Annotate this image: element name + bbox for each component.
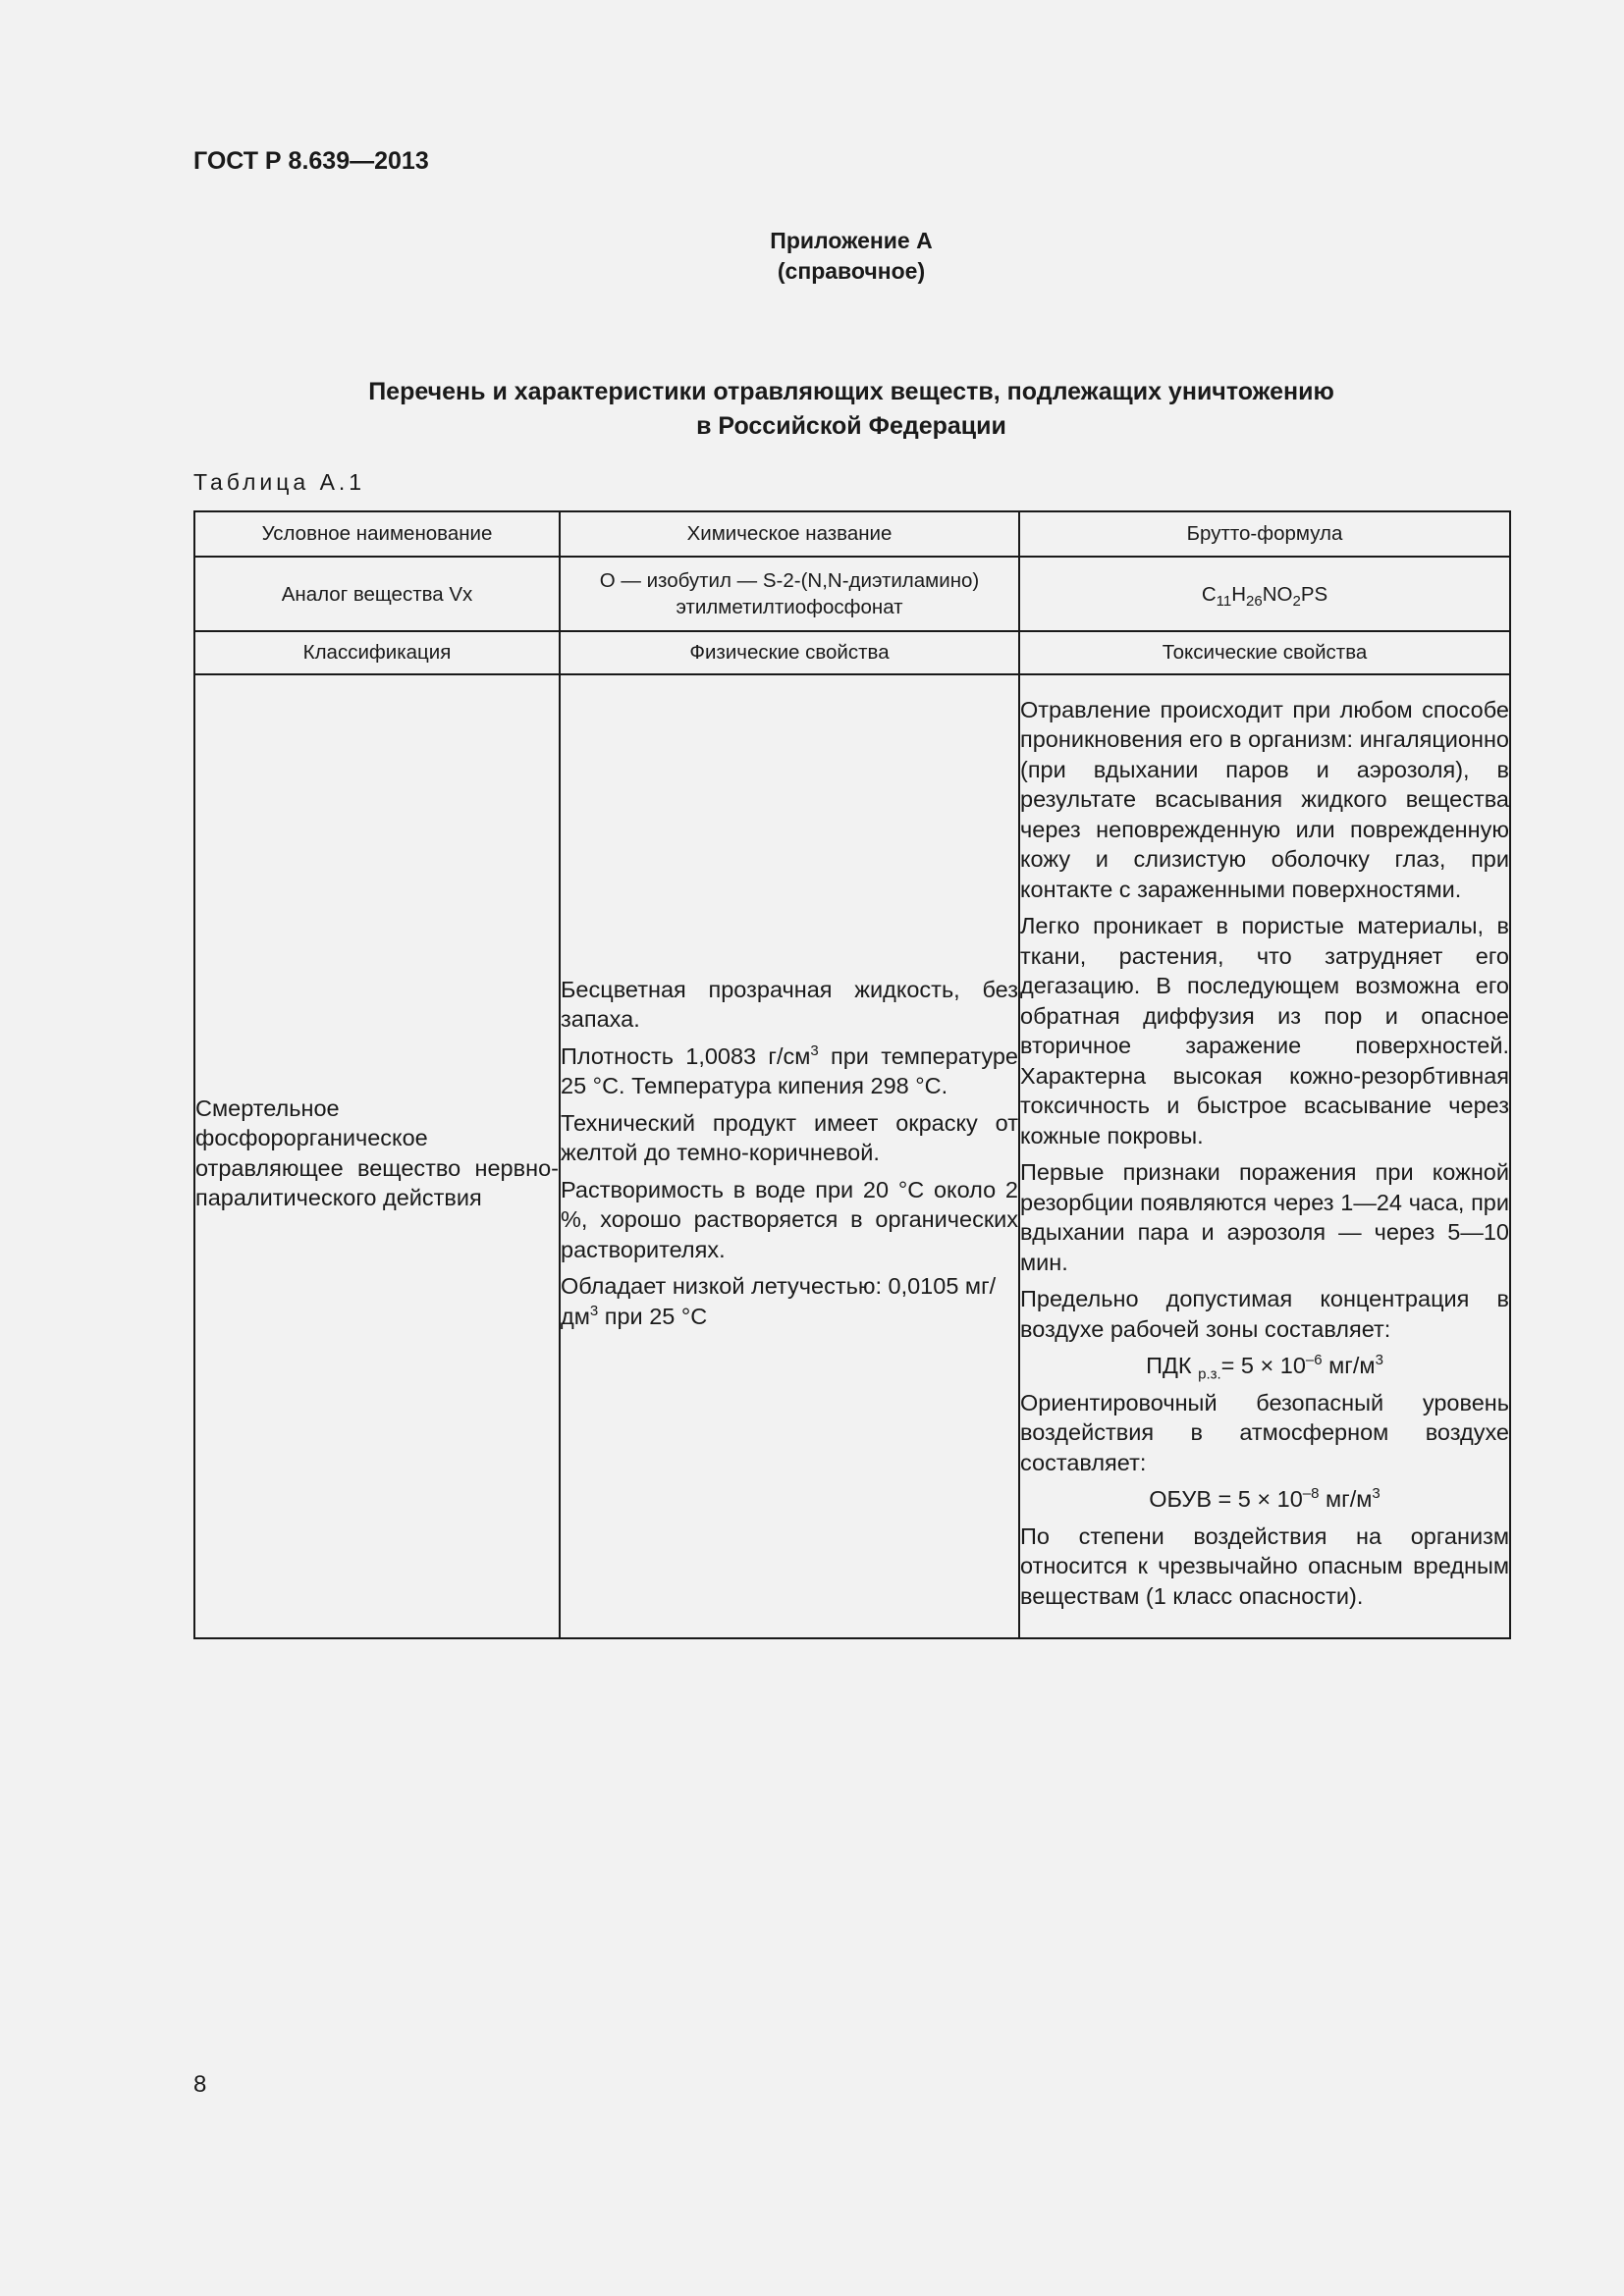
header-cell-toxic: Токсические свойства: [1019, 631, 1510, 674]
superscript: –8: [1302, 1485, 1320, 1503]
table-row: [194, 557, 1510, 631]
cell-physical-properties: [560, 674, 1019, 1638]
toxic-paragraph: Ориентировочный безопасный уровень воздействия в атмосферном воздухе составляет:: [1020, 1389, 1509, 1475]
text-run: при 25 °С: [598, 1303, 708, 1329]
cell-toxic-properties: [1019, 674, 1510, 1638]
text-run: = 5 × 10: [1220, 1353, 1306, 1379]
header-cell-chemical-name: Химическое название: [560, 511, 1019, 557]
superscript: –6: [1305, 1352, 1323, 1369]
cell-chemical-name: [560, 557, 1019, 631]
text-run: ПДК: [1146, 1353, 1199, 1379]
toxic-paragraph: Первые признаки поражения при кожной резорбции появляются через 1—24 часа, при вдыхании пара и аэрозоля — через 5—10 мин.: [1020, 1159, 1509, 1275]
section-title-line-1: Перечень и характеристики отравляющих веществ, подлежащих уничтожению: [368, 378, 1334, 405]
physical-paragraph: Технический продукт имеет окраску от желтой до темно-коричневой.: [561, 1109, 1018, 1166]
header-cell-physical: Физические свойства: [560, 631, 1019, 674]
page-number: 8: [193, 2071, 207, 2098]
text-run: мг/м: [1322, 1353, 1376, 1379]
cell-classification: [194, 674, 560, 1638]
formula-part: H: [1231, 582, 1247, 606]
superscript: 3: [589, 1302, 599, 1319]
formula-part: PS: [1300, 582, 1328, 606]
section-title-line-2: в Российской Федерации: [696, 412, 1006, 440]
header-cell-name: Условное наименование: [194, 511, 560, 557]
text-run: ОБУВ = 5 × 10: [1149, 1486, 1303, 1513]
subscript: р.з.: [1198, 1365, 1221, 1383]
physical-paragraph: [561, 1271, 1018, 1331]
physical-paragraph: Растворимость в воде при 20 °С около 2 %, хорошо растворяется в органических растворителях.: [561, 1176, 1018, 1262]
cell-formula: [1019, 557, 1510, 631]
formula-subscript: 11: [1216, 592, 1232, 610]
header-cell-formula: Брутто-формула: [1019, 511, 1510, 557]
cell-substance-name: Аналог вещества Vx: [194, 557, 560, 631]
toxic-paragraph: Предельно допустимая концентрация в воздухе рабочей зоны составляет:: [1020, 1286, 1509, 1342]
formula-part: NO: [1262, 582, 1293, 606]
obuv-formula: [1020, 1484, 1509, 1515]
superscript: 3: [1375, 1352, 1383, 1369]
text-run: Плотность 1,0083 г/см: [561, 1042, 811, 1069]
document-code: ГОСТ Р 8.639—2013: [193, 147, 429, 175]
toxic-paragraph: По степени воздействия на организм относится к чрезвычайно опасным вредным веществам (1 класс опасности).: [1020, 1522, 1509, 1609]
table-header-row: [194, 511, 1510, 557]
table-label: Таблица А.1: [193, 469, 366, 495]
classification-text: Смертельное фосфорорганическое отравляющее вещество нервно-паралитического действия: [195, 1095, 559, 1210]
chemical-name-line-1: О — изобутил — S-2-(N,N-диэтиламино): [599, 569, 980, 592]
table-subheader-row: [194, 631, 1510, 674]
appendix-title: Приложение А: [770, 228, 933, 253]
section-title: [193, 375, 1509, 444]
formula-subscript: 2: [1292, 592, 1301, 610]
appendix-heading: [193, 226, 1509, 287]
superscript: 3: [1372, 1485, 1380, 1503]
superscript: 3: [810, 1041, 819, 1059]
formula-part: C: [1201, 582, 1217, 606]
header-cell-classification: Классификация: [194, 631, 560, 674]
formula-subscript: 26: [1246, 592, 1263, 610]
text-run: Обладает низкой летучестью: 0,0105 мг/дм: [561, 1273, 997, 1329]
appendix-subtitle: (справочное): [777, 258, 926, 284]
table-body-row: [194, 674, 1510, 1638]
toxic-paragraph: Легко проникает в пористые материалы, в ткани, растения, что затрудняет его дегазацию. В последующем возможна его обратная диффузия из пор и опасное вторичное заражение поверхностей. Характерна высокая кожно-резорбтивная токсичность и быстрое всасывание через кожные покровы.: [1020, 913, 1509, 1148]
pdk-formula: [1020, 1351, 1509, 1381]
text-run: при температуре 25 °С. Температура кипения 298 °С.: [561, 1042, 1018, 1099]
physical-paragraph: Бесцветная прозрачная жидкость, без запаха.: [561, 976, 1018, 1033]
toxic-paragraph: Отравление происходит при любом способе проникновения его в организм: ингаляционно (при вдыхании паров и аэрозоля), в результате всасывания жидкого вещества через неповрежденную или поврежденную кожу и слизистую оболочку глаз, при контакте с зараженными поверхностями.: [1020, 696, 1509, 902]
chemical-name-line-2: этилметилтиофосфонат: [676, 596, 903, 618]
substance-table: [193, 510, 1511, 1639]
text-run: мг/м: [1319, 1486, 1373, 1513]
physical-paragraph: [561, 1041, 1018, 1101]
